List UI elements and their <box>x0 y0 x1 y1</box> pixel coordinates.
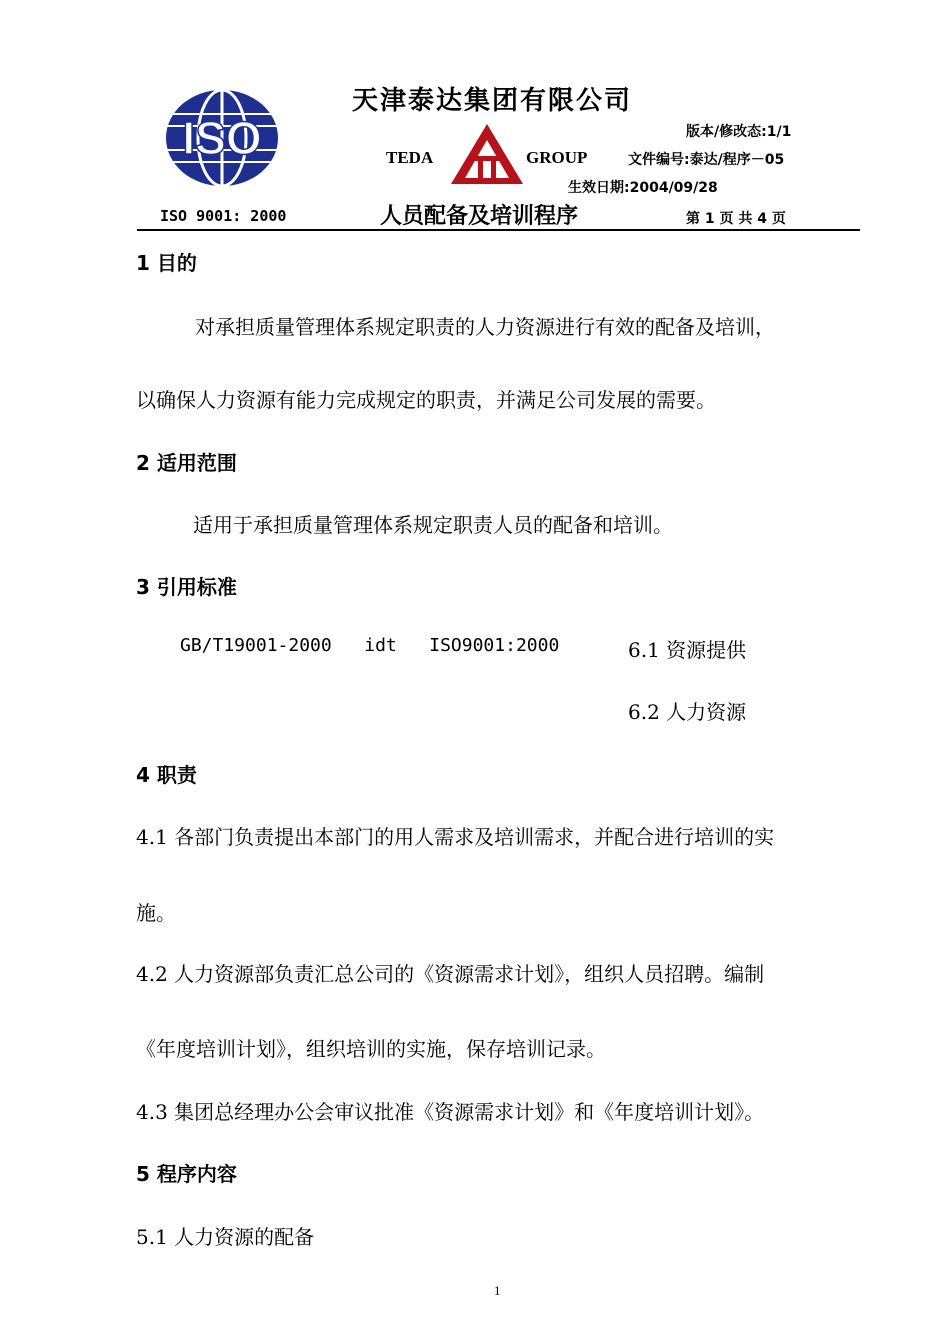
section-5-1-heading: 5.1 人力资源的配备 <box>136 1225 315 1249</box>
header-divider <box>137 229 860 231</box>
standard-label: ISO 9001: 2000 <box>160 207 287 225</box>
brand-teda: TEDA <box>386 148 434 167</box>
effective-date: 生效日期:2004/09/28 <box>568 180 718 196</box>
reference-clause-6-1: 6.1 资源提供 <box>628 638 747 662</box>
document-title: 人员配备及培训程序 <box>380 204 579 229</box>
teda-logo <box>449 122 525 186</box>
document-number: 文件编号:泰达/程序－05 <box>628 152 785 168</box>
reference-clause-6-2: 6.2 人力资源 <box>628 700 747 724</box>
company-name: 天津泰达集团有限公司 <box>352 86 633 116</box>
version-info: 版本/修改态:1/1 <box>686 124 792 140</box>
section-3-heading: 3 引用标准 <box>136 575 237 599</box>
section-1-heading: 1 目的 <box>136 251 197 275</box>
page-number: 1 <box>494 1283 501 1298</box>
brand-group: GROUP <box>526 148 588 167</box>
section-1-paragraph-line-1: 对承担质量管理体系规定职责的人力资源进行有效的配备及培训， <box>195 315 775 339</box>
section-2-paragraph: 适用于承担质量管理体系规定职责人员的配备和培训。 <box>193 513 673 537</box>
responsibility-4-1-line-2: 施。 <box>136 901 176 925</box>
iso-logo <box>163 88 281 188</box>
responsibility-4-3: 4.3 集团总经理办公会审议批准《资源需求计划》和《年度培训计划》。 <box>136 1100 765 1124</box>
section-5-heading: 5 程序内容 <box>136 1162 237 1186</box>
responsibility-4-2-line-1: 4.2 人力资源部负责汇总公司的《资源需求计划》，组织人员招聘。编制 <box>136 962 765 986</box>
section-2-heading: 2 适用范围 <box>136 451 237 475</box>
page-info: 第 1 页 共 4 页 <box>686 211 786 227</box>
svg-text:ISO: ISO <box>182 112 262 164</box>
section-4-heading: 4 职责 <box>136 763 197 787</box>
section-1-paragraph-line-2: 以确保人力资源有能力完成规定的职责，并满足公司发展的需要。 <box>136 388 716 412</box>
responsibility-4-2-line-2: 《年度培训计划》，组织培训的实施，保存培训记录。 <box>136 1037 606 1061</box>
responsibility-4-1-line-1: 4.1 各部门负责提出本部门的用人需求及培训需求，并配合进行培训的实 <box>136 825 775 849</box>
reference-standard: GB/T19001-2000 idt ISO9001:2000 <box>180 635 560 656</box>
